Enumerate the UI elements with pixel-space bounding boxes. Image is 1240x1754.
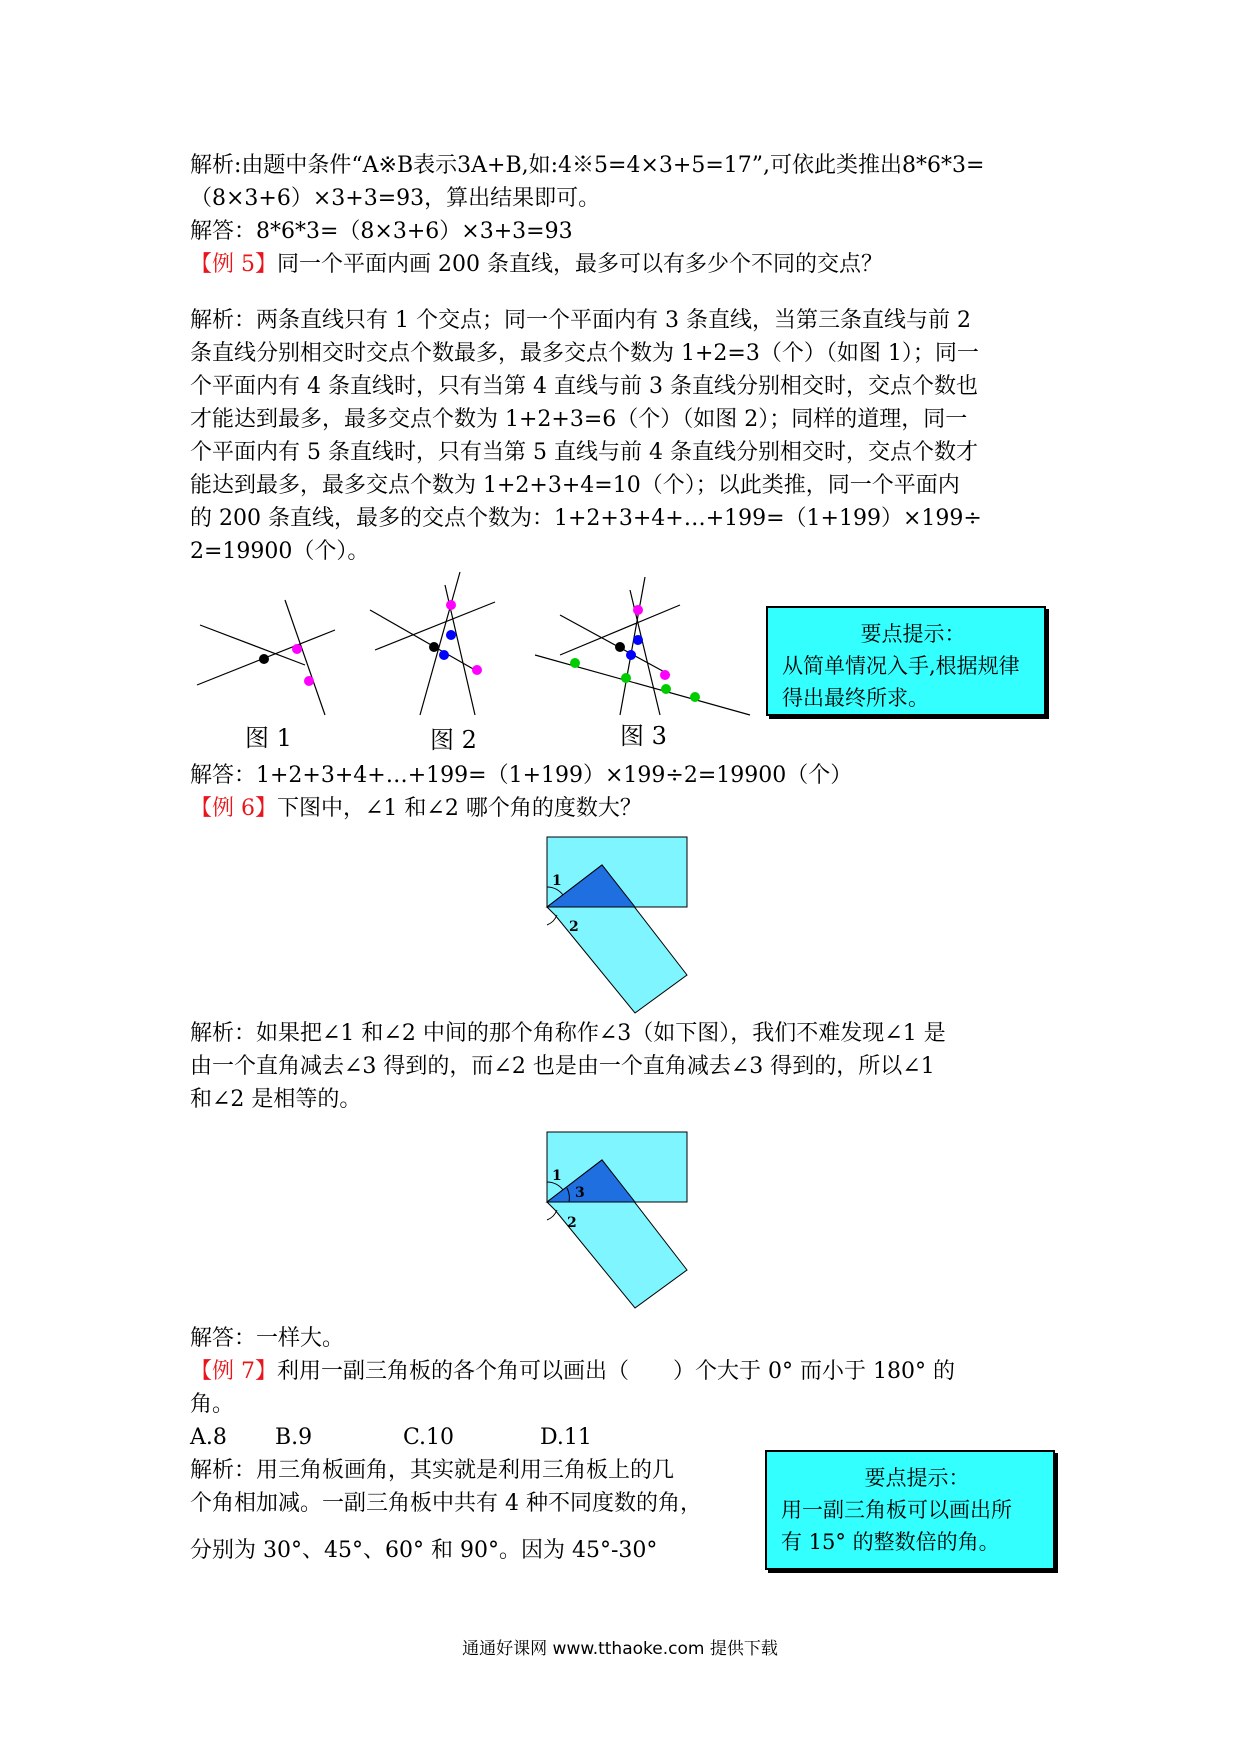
analysis-7-r1: 解析：用三角板画角，其实就是利用三角板上的几	[190, 1458, 675, 1483]
tip-box-1-title: 要点提示：	[860, 622, 966, 646]
example-7-question-cont: 角。	[190, 1392, 235, 1417]
figure-2-caption: 图 2	[430, 726, 477, 754]
option-b: B.9	[275, 1425, 313, 1450]
example-6-question: 下图中，∠1 和∠2 哪个角的度数大？	[277, 796, 642, 821]
tip-box-2	[765, 1450, 1055, 1570]
tip-box-2-title: 要点提示：	[864, 1466, 970, 1490]
analysis-5-p1: 解析：两条直线只有 1 个交点；同一个平面内有 3 条直线，当第三条直线与前 2	[190, 308, 971, 333]
tip-box-1	[766, 606, 1046, 716]
solution-line-1: 解析:由题中条件“A※B表示3A+B,如:4※5=4×3+5=17”,可依此类推出8*6*3=	[190, 153, 985, 178]
footer-credit: 通通好课网 www.tthaoke.com 提供下载	[462, 1639, 778, 1659]
analysis-5-p6: 能达到最多，最多交点个数为 1+2+3+4=10（个）；以此类推，同一个平面内	[190, 473, 960, 498]
example-7-heading	[190, 1356, 955, 1388]
example-7-options	[190, 1422, 592, 1454]
analysis-7-r2: 个角相加减。一副三角板中共有 4 种不同度数的角，	[190, 1491, 702, 1516]
tip-box-1-line1: 从简单情况入手,根据规律	[782, 654, 1020, 678]
option-a: A.8	[190, 1425, 227, 1450]
angle-figure-1	[545, 835, 695, 1015]
solution-line-2: （8×3+6）×3+3=93，算出结果即可。	[190, 186, 601, 211]
option-d: D.11	[540, 1425, 592, 1450]
example-6-heading	[190, 793, 642, 825]
answer-line-4: 解答：8*6*3=（8×3+6）×3+3=93	[190, 219, 573, 244]
figure-2-lines	[365, 570, 525, 720]
figure-1-caption: 图 1	[245, 724, 292, 752]
analysis-7-r3: 分别为 30°、45°、60° 和 90°。因为 45°-30°	[190, 1538, 658, 1563]
analysis-5-p2: 条直线分别相交时交点个数最多，最多交点个数为 1+2=3（个）（如图 1）；同一	[190, 341, 979, 366]
analysis-5-p8: 2=19900（个）。	[190, 539, 370, 564]
example-5-heading	[190, 249, 883, 281]
option-c: C.10	[403, 1425, 455, 1450]
example-7-tag: 【例 7】	[190, 1359, 277, 1384]
analysis-6-q3: 和∠2 是相等的。	[190, 1087, 362, 1112]
answer-6: 解答：一样大。	[190, 1326, 345, 1351]
angle-figure-2	[545, 1130, 695, 1310]
example-7-question: 利用一副三角板的各个角可以画出（ ）个大于 0° 而小于 180° 的	[277, 1359, 955, 1384]
analysis-5-p4: 才能达到最多，最多交点个数为 1+2+3=6（个）（如图 2）；同样的道理，同一	[190, 407, 968, 432]
angle-2-label: 2	[569, 919, 579, 935]
analysis-6-q1: 解析：如果把∠1 和∠2 中间的那个角称作∠3（如下图），我们不难发现∠1 是	[190, 1021, 946, 1046]
angle-2-label-b: 2	[567, 1215, 577, 1231]
example-5-question: 同一个平面内画 200 条直线，最多可以有多少个不同的交点？	[277, 252, 883, 277]
tip-box-1-line2: 得出最终所求。	[782, 686, 929, 710]
example-6-tag: 【例 6】	[190, 796, 277, 821]
angle-1-label-b: 1	[552, 1168, 562, 1184]
analysis-5-p3: 个平面内有 4 条直线时，只有当第 4 直线与前 3 条直线分别相交时，交点个数也	[190, 374, 978, 399]
tip-box-2-line1: 用一副三角板可以画出所	[781, 1498, 1012, 1522]
angle-1-label: 1	[552, 873, 562, 889]
analysis-5-p7: 的 200 条直线，最多的交点个数为：1+2+3+4+…+199=（1+199）×199÷	[190, 506, 982, 531]
angle-3-label: 3	[575, 1185, 585, 1201]
example-5-tag: 【例 5】	[190, 252, 277, 277]
analysis-6-q2: 由一个直角减去∠3 得到的，而∠2 也是由一个直角减去∠3 得到的，所以∠1	[190, 1054, 935, 1079]
figure-1-lines	[195, 595, 355, 725]
figure-3-lines	[530, 575, 760, 720]
analysis-5-p5: 个平面内有 5 条直线时，只有当第 5 直线与前 4 条直线分别相交时，交点个数才	[190, 440, 978, 465]
answer-5: 解答：1+2+3+4+…+199=（1+199）×199÷2=19900（个）	[190, 763, 853, 788]
figure-3-caption: 图 3	[620, 722, 667, 750]
tip-box-2-line2: 有 15° 的整数倍的角。	[781, 1530, 1000, 1554]
